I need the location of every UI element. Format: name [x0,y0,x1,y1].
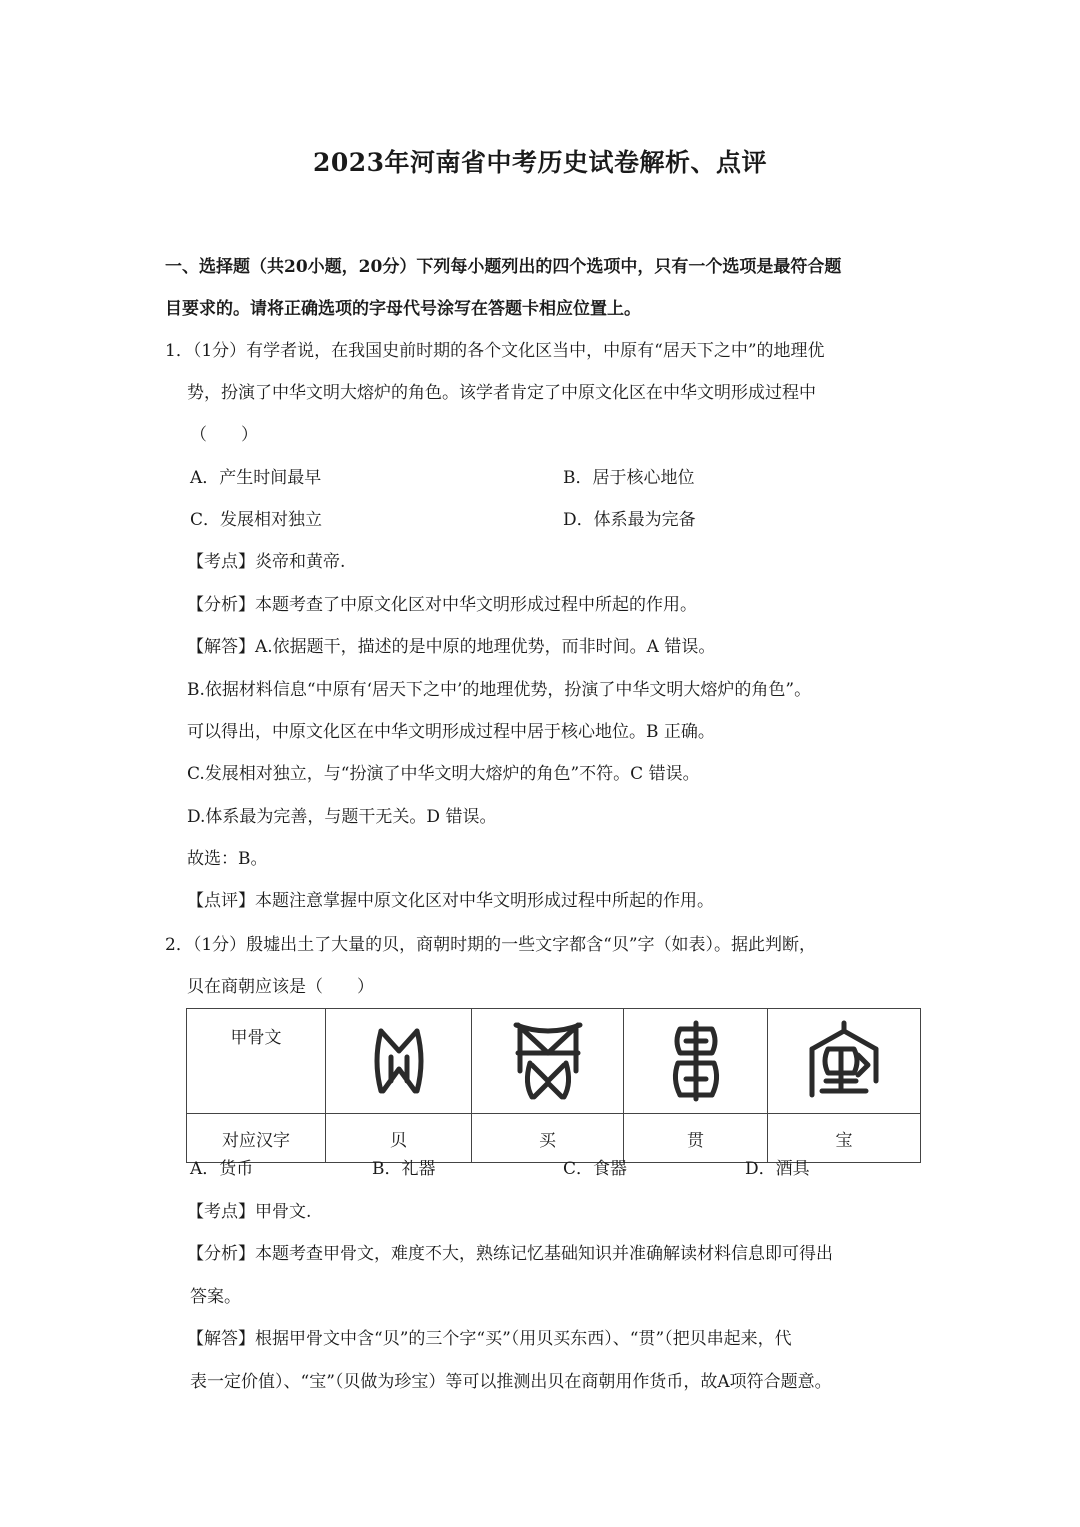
q2-option-a: A．货币 [190,1159,254,1179]
q1-stem-line3: （ ） [190,425,258,445]
q1-jieda-line4: C.发展相对独立，与“扮演了中华文明大熔炉的角色”不符。C 错误。 [187,764,700,784]
q1-stem-line1: 1．（1分）有学者说，在我国史前时期的各个文化区当中，中原有“居天下之中”的地理优 [165,341,825,361]
modern-char-bei: 贝 [326,1114,472,1163]
q1-dianping: 【点评】本题注意掌握中原文化区对中华文明形成过程中所起的作用。 [187,891,714,911]
section-heading-line1: 一、选择题（共20小题，20分）下列每小题列出的四个选项中，只有一个选项是最符合题 [165,257,842,277]
q1-answer: 故选：B。 [187,849,268,869]
q2-option-c: C．食器 [563,1159,628,1179]
modern-char-mai: 买 [472,1114,624,1163]
q1-option-b: B．居于核心地位 [563,468,695,488]
oracle-bao-glyph-icon [804,1019,884,1103]
q2-stem-line1: 2．（1分）殷墟出土了大量的贝，商朝时期的一些文字都含“贝”字（如表）。据此判断， [165,935,817,955]
q1-kaodian: 【考点】炎帝和黄帝. [187,552,346,572]
page-title: 2023年河南省中考历史试卷解析、点评 [312,148,768,177]
q1-stem-line2: 势，扮演了中华文明大熔炉的角色。该学者肯定了中原文化区在中华文明形成过程中 [187,383,816,403]
row-head-modern: 对应汉字 [187,1114,326,1163]
modern-char-row [187,1114,921,1163]
oracle-glyph-guan [624,1009,768,1114]
oracle-glyph-mai [472,1009,624,1114]
q1-fenxi: 【分析】本题考查了中原文化区对中华文明形成过程中所起的作用。 [187,595,697,615]
oracle-glyph-bei [326,1009,472,1114]
q1-jieda-line1: 【解答】A.依据题干，描述的是中原的地理优势，而非时间。A 错误。 [187,637,716,657]
q1-jieda-line2: B.依据材料信息“中原有‘居天下之中’的地理优势，扮演了中华文明大熔炉的角色”。 [187,680,812,700]
oracle-guan-glyph-icon [668,1019,724,1103]
oracle-bone-table [186,1008,921,1163]
oracle-glyph-row [187,1009,921,1114]
q2-kaodian: 【考点】甲骨文. [187,1202,312,1222]
section-heading-line2: 目要求的。请将正确选项的字母代号涂写在答题卡相应位置上。 [165,299,641,319]
q1-jieda-line5: D.体系最为完善，与题干无关。D 错误。 [187,807,497,827]
q2-jieda-line2: 表一定价值）、“宝”（贝做为珍宝）等可以推测出贝在商朝用作货币，故A项符合题意。 [190,1372,832,1392]
q2-option-d: D．酒具 [745,1159,810,1179]
row-head-oracle: 甲骨文 [187,1009,326,1114]
q1-option-a: A．产生时间最早 [190,468,322,488]
q2-option-b: B．礼器 [372,1159,436,1179]
modern-char-guan: 贯 [624,1114,768,1163]
q1-jieda-line3: 可以得出，中原文化区在中华文明形成过程中居于核心地位。B 正确。 [187,722,715,742]
q2-fenxi-line2: 答案。 [190,1287,241,1307]
q1-option-d: D．体系最为完备 [563,510,696,530]
oracle-glyph-bao [768,1009,921,1114]
q2-fenxi-line1: 【分析】本题考查甲骨文，难度不大，熟练记忆基础知识并准确解读材料信息即可得出 [187,1244,833,1264]
oracle-mai-glyph-icon [508,1019,588,1103]
oracle-bei-glyph-icon [369,1021,429,1101]
q1-option-c: C．发展相对独立 [190,510,323,530]
q2-jieda-line1: 【解答】根据甲骨文中含“贝”的三个字“买”（用贝买东西）、“贯”（把贝串起来，代 [187,1329,792,1349]
q2-stem-line2: 贝在商朝应该是（ ） [187,977,374,997]
modern-char-bao: 宝 [768,1114,921,1163]
